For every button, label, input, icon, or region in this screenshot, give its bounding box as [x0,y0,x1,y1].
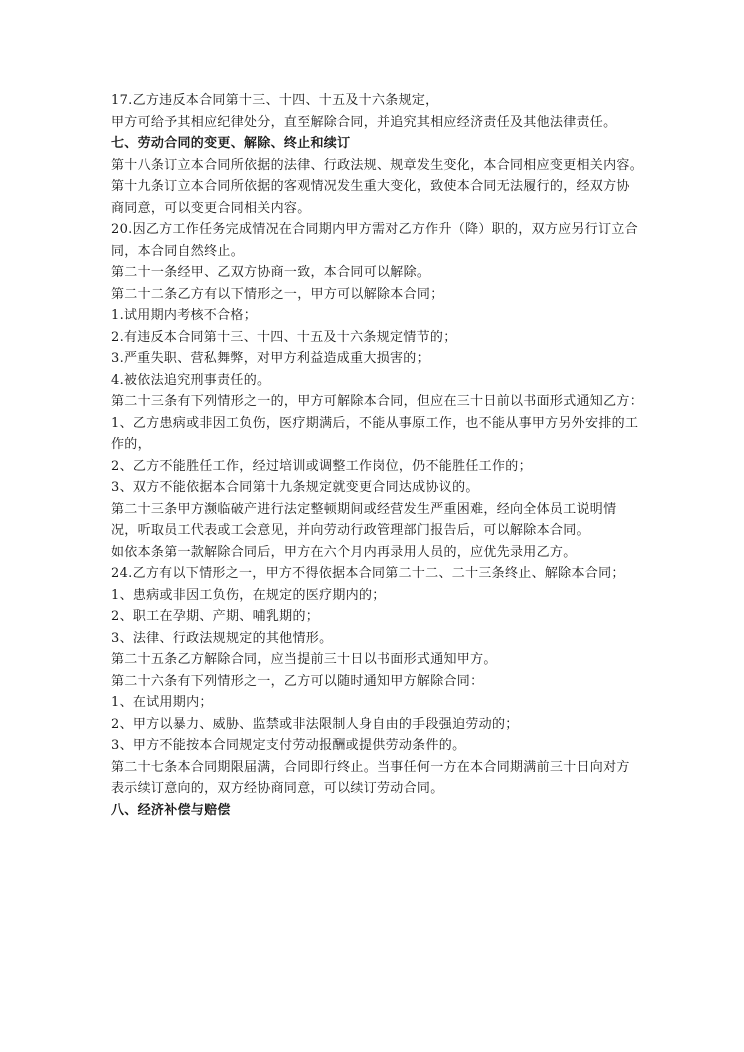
paragraph: 第十九条订立本合同所依据的客观情况发生重大变化，致使本合同无法履行的，经双方协商同意，可以变更合同相关内容。 [111,179,630,216]
paragraph: 20.因乙方工作任务完成情况在合同期内甲方需对乙方作升（降）职的，双方应另行订立合同，本合同自然终止。 [111,222,638,259]
list-item: 1.试用期内考核不合格； [111,308,258,323]
section-heading: 七、劳动合同的变更、解除、终止和续订 [111,136,351,151]
paragraph: 甲方可给予其相应纪律处分，直至解除合同，并追究其相应经济责任及其他法律责任。 [111,114,617,130]
list-item: 3、甲方不能按本合同规定支付劳动报酬或提供劳动条件的。 [111,738,466,753]
paragraph: 第二十五条乙方解除合同，应当提前三十日以书面形式通知甲方。 [111,652,497,667]
list-item: 3.严重失职、营私舞弊，对甲方利益造成重大损害的； [111,351,430,366]
paragraph: 第二十三条甲方濒临破产进行法定整顿期间或经营发生严重困难，经向全体员工说明情况，听取员工代表或工会意见，并向劳动行政管理部门报告后，可以解除本合同。 [111,501,617,538]
list-item: 4.被依法追究刑事责任的。 [111,372,271,388]
paragraph: 第十八条订立本合同所依据的法律、行政法规、规章发生变化，本合同相应变更相关内容。 [111,157,644,173]
list-item: 1、在试用期内； [111,695,213,710]
list-item: 2、甲方以暴力、威胁、监禁或非法限制人身自由的手段强迫劳动的； [111,716,519,732]
paragraph: 第二十七条本合同期限届满，合同即行终止。当事任何一方在本合同期满前三十日向对方表示续订意向的，双方经协商同意，可以续订劳动合同。 [111,759,630,796]
list-item: 3、双方不能依据本合同第十九条规定就变更合同达成协议的。 [111,480,479,495]
list-item: 2、职工在孕期、产期、哺乳期的； [111,609,320,624]
paragraph: 第二十三条有下列情形之一的，甲方可解除本合同，但应在三十日前以书面形式通知乙方： [111,394,644,409]
paragraph: 第二十一条经甲、乙双方协商一致，本合同可以解除。 [111,265,431,280]
list-item: 2、乙方不能胜任工作，经过培训或调整工作岗位，仍不能胜任工作的； [111,458,532,474]
list-item: 1、患病或非因工负伤，在规定的医疗期内的； [111,587,386,603]
paragraph: 第二十六条有下列情形之一，乙方可以随时通知甲方解除合同： [111,673,484,689]
paragraph: 24.乙方有以下情形之一，甲方不得依据本合同第二十二、二十三条终止、解除本合同； [111,566,625,581]
list-item: 2.有违反本合同第十三、十四、十五及十六条规定情节的； [111,329,457,345]
section-heading: 八、经济补偿与赔偿 [111,802,231,818]
paragraph: 如依本条第一款解除合同后，甲方在六个月内再录用人员的，应优先录用乙方。 [111,544,577,560]
list-item: 1、乙方患病或非因工负伤，医疗期满后，不能从事原工作，也不能从事甲方另外安排的工作的， [111,415,639,452]
document-body [111,90,644,821]
paragraph: 17.乙方违反本合同第十三、十四、十五及十六条规定， [111,93,439,108]
paragraph: 第二十二条乙方有以下情形之一，甲方可以解除本合同； [111,286,444,302]
list-item: 3、法律、行政法规规定的其他情形。 [111,630,333,646]
